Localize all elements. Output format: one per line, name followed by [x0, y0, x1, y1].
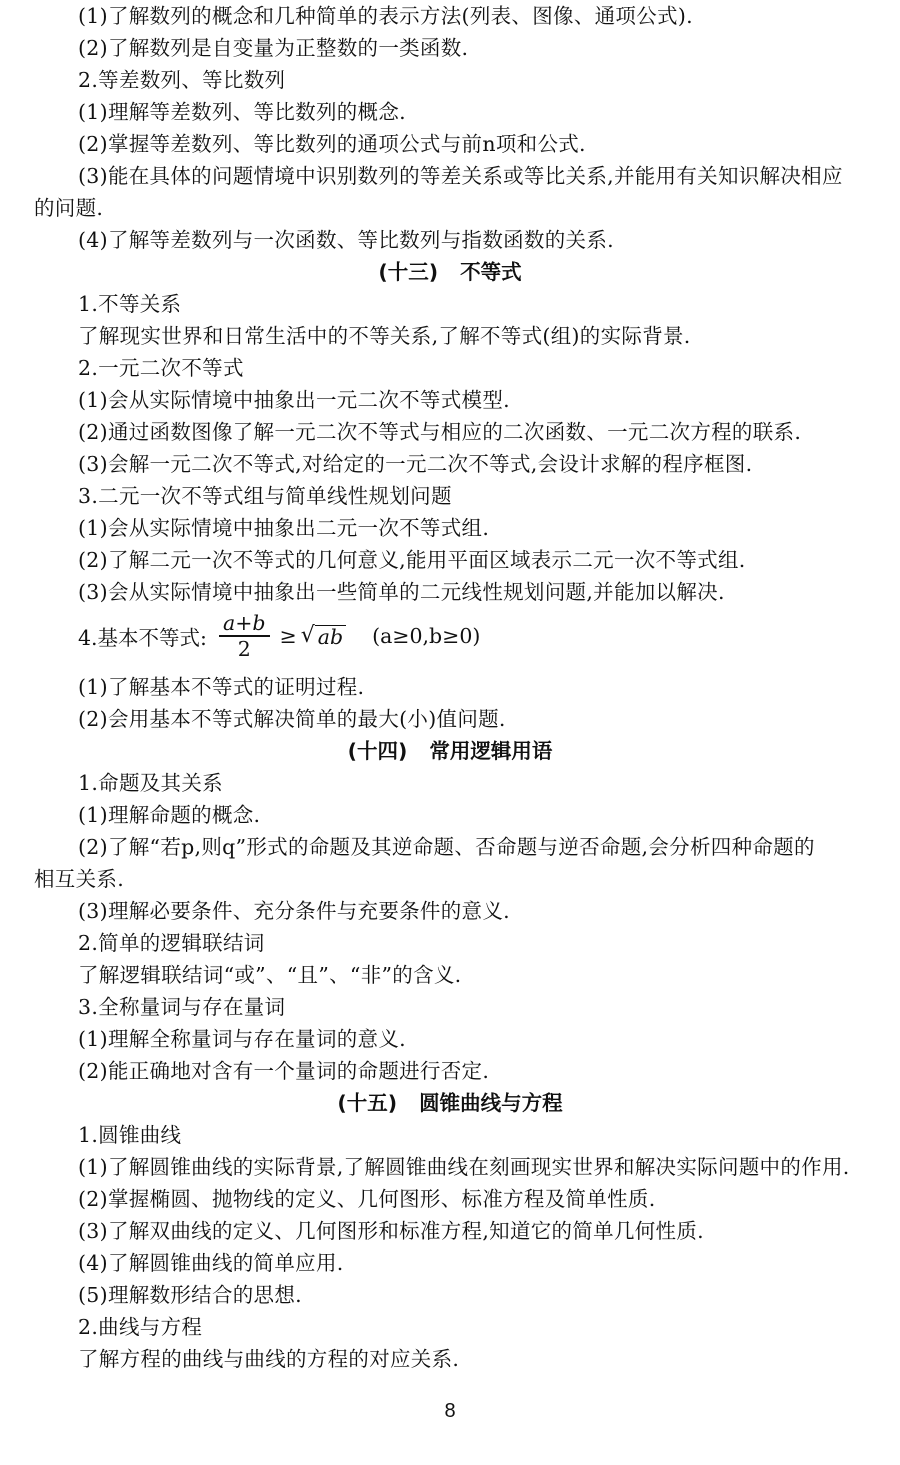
text-line: (1)理解命题的概念. — [78, 803, 261, 827]
text-line: (5)理解数形结合的思想. — [78, 1283, 302, 1307]
text-line: (1)理解全称量词与存在量词的意义. — [78, 1027, 406, 1051]
section-number: (十四) — [347, 739, 408, 763]
text-line: (3)了解双曲线的定义、几何图形和标准方程,知道它的简单几何性质. — [78, 1219, 704, 1243]
text-line: (1)了解数列的概念和几种简单的表示方法(列表、图像、通项公式). — [78, 4, 693, 28]
text-line: (1)会从实际情境中抽象出二元一次不等式组. — [78, 516, 490, 540]
fraction-numerator: a+b — [222, 611, 266, 636]
text-line: (2)通过函数图像了解一元二次不等式与相应的二次函数、一元二次方程的联系. — [78, 420, 802, 444]
section-title: 圆锥曲线与方程 — [419, 1091, 563, 1115]
section-title: 常用逻辑用语 — [429, 739, 553, 763]
geq-symbol: ≥ — [279, 624, 297, 648]
text-line: 了解现实世界和日常生活中的不等关系,了解不等式(组)的实际背景. — [78, 324, 691, 348]
text-line: (3)能在具体的问题情境中识别数列的等差关系或等比关系,并能用有关知识解决相应 — [78, 164, 843, 188]
text-line: 2.等差数列、等比数列 — [78, 68, 286, 92]
text-line: (3)会解一元二次不等式,对给定的一元二次不等式,会设计求解的程序框图. — [78, 452, 753, 476]
text-line: (4)了解圆锥曲线的简单应用. — [78, 1251, 344, 1275]
text-line: (1)了解圆锥曲线的实际背景,了解圆锥曲线在刻画现实世界和解决实际问题中的作用. — [78, 1155, 850, 1179]
section-heading-15 — [0, 1087, 900, 1119]
section-title: 不等式 — [460, 260, 522, 284]
text-line: (2)了解“若p,则q”形式的命题及其逆命题、否命题与逆否命题,会分析四种命题的 — [78, 835, 815, 859]
text-line: (2)能正确地对含有一个量词的命题进行否定. — [78, 1059, 490, 1083]
text-line: 2.一元二次不等式 — [78, 356, 244, 380]
text-line: (2)了解二元一次不等式的几何意义,能用平面区域表示二元一次不等式组. — [78, 548, 746, 572]
text-line: (2)掌握椭圆、抛物线的定义、几何图形、标准方程及简单性质. — [78, 1187, 656, 1211]
text-line: (2)掌握等差数列、等比数列的通项公式与前n项和公式. — [78, 132, 586, 156]
fraction — [219, 611, 270, 660]
text-line: (1)理解等差数列、等比数列的概念. — [78, 100, 406, 124]
text-line: (3)会从实际情境中抽象出一些简单的二元线性规划问题,并能加以解决. — [78, 580, 725, 604]
square-root — [301, 624, 346, 648]
text-line: (1)会从实际情境中抽象出一元二次不等式模型. — [78, 388, 510, 412]
fraction-denominator: 2 — [237, 636, 251, 661]
text-line: 1.命题及其关系 — [78, 771, 223, 795]
section-heading-14 — [0, 735, 900, 767]
text-line: 相互关系. — [34, 867, 125, 891]
radical-icon: √ — [300, 623, 315, 648]
section-heading-13 — [0, 256, 900, 288]
text-line: 1.不等关系 — [78, 292, 182, 316]
text-line: (2)会用基本不等式解决简单的最大(小)值问题. — [78, 707, 506, 731]
formula-condition: (a≥0,b≥0) — [372, 624, 481, 648]
text-line: 了解方程的曲线与曲线的方程的对应关系. — [78, 1347, 460, 1371]
text-line: 3.二元一次不等式组与简单线性规划问题 — [78, 484, 452, 508]
text-line: 2.简单的逻辑联结词 — [78, 931, 265, 955]
section-number: (十三) — [378, 260, 439, 284]
text-line: (2)了解数列是自变量为正整数的一类函数. — [78, 36, 469, 60]
text-line: 的问题. — [34, 196, 104, 220]
text-line: (1)了解基本不等式的证明过程. — [78, 675, 365, 699]
text-line: 3.全称量词与存在量词 — [78, 995, 286, 1019]
basic-inequality-formula — [78, 606, 480, 666]
radicand: ab — [315, 625, 346, 648]
page-number: 8 — [444, 1400, 456, 1422]
text-line: (4)了解等差数列与一次函数、等比数列与指数函数的关系. — [78, 228, 614, 252]
text-line: 1.圆锥曲线 — [78, 1123, 182, 1147]
text-line: 了解逻辑联结词“或”、“且”、“非”的含义. — [78, 963, 462, 987]
text-line: 2.曲线与方程 — [78, 1315, 203, 1339]
text-line: (3)理解必要条件、充分条件与充要条件的意义. — [78, 899, 510, 923]
formula-label: 4.基本不等式: — [78, 626, 207, 650]
section-number: (十五) — [337, 1091, 398, 1115]
